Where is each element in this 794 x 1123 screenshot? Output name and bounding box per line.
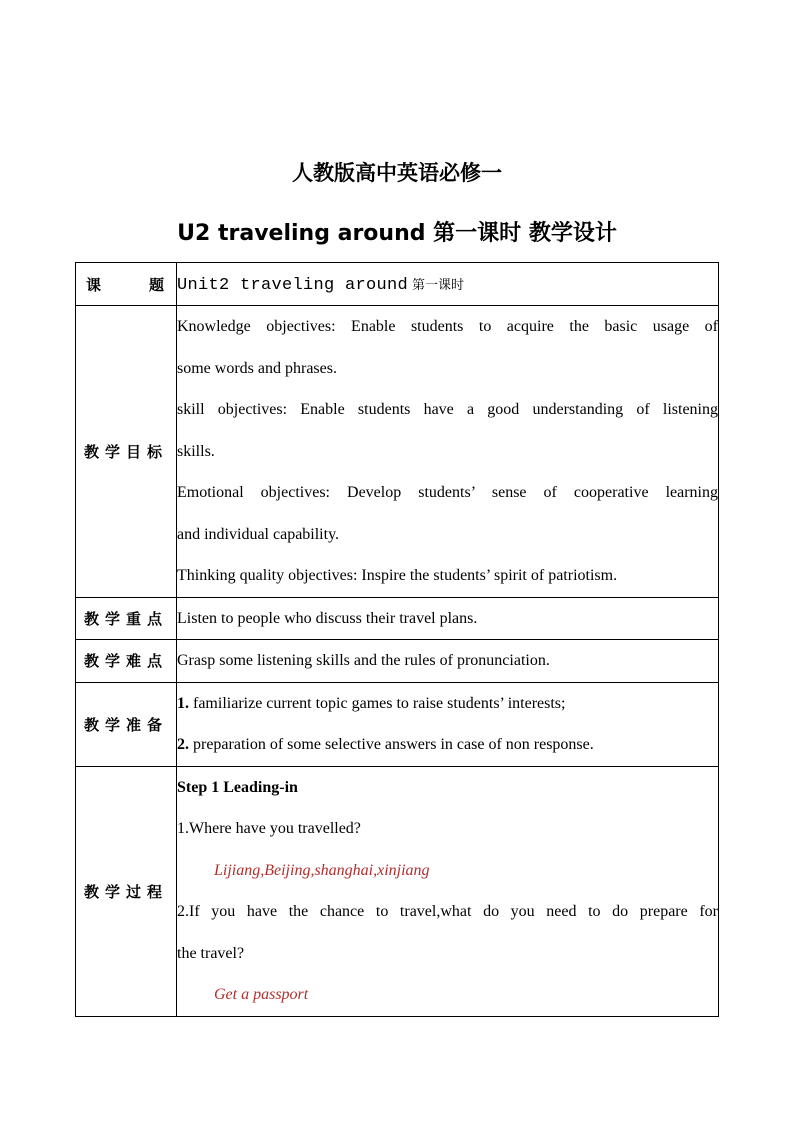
topic-value-cn: 第一课时 — [412, 277, 465, 293]
difficulties-text: Grasp some listening skills and the rules of pronunciation. — [177, 652, 550, 669]
row-key-points — [76, 597, 719, 640]
objectives-content — [177, 306, 719, 598]
process-question: the travel? — [177, 944, 245, 962]
page-title: 人教版高中英语必修一 — [292, 161, 502, 185]
label-difficulties: 教学难点 — [76, 640, 177, 683]
preparation-item — [177, 724, 718, 766]
label-preparation: 教学准备 — [76, 682, 177, 766]
row-difficulties — [76, 640, 719, 683]
label-topic-left: 课 — [86, 275, 108, 294]
process-step-heading: Step 1 Leading-in — [177, 778, 298, 796]
key-points-content — [177, 597, 719, 640]
objective-line: Knowledge objectives: Enable students to acquire the basic usage of — [177, 318, 718, 335]
label-objectives: 教学目标 — [76, 306, 177, 598]
process-answer: Lijiang,Beijing,shanghai,xinjiang — [214, 861, 430, 879]
objective-line: and individual capability. — [177, 525, 340, 543]
preparation-item-text: preparation of some selective answers in case of non response. — [193, 736, 594, 753]
preparation-item — [177, 683, 718, 725]
preparation-content — [177, 682, 719, 766]
process-question: 1.Where have you travelled? — [177, 820, 361, 837]
preparation-item-number: 1. — [177, 694, 189, 712]
row-preparation — [76, 682, 719, 766]
label-process: 教学过程 — [76, 766, 177, 1016]
row-process — [76, 766, 719, 1016]
topic-value-en: Unit2 traveling around — [177, 275, 409, 295]
lesson-plan-table — [75, 262, 719, 1017]
preparation-item-text: familiarize current topic games to raise students’ interests; — [193, 694, 566, 712]
topic-value — [177, 263, 719, 306]
page-subtitle: U2 traveling around 第一课时 教学设计 — [177, 221, 617, 246]
objective-line: Emotional objectives: Develop students’ sense of cooperative learning — [177, 484, 718, 501]
label-topic — [76, 263, 177, 306]
row-objectives — [76, 306, 719, 598]
objective-line: some words and phrases. — [177, 359, 337, 377]
objective-line: skill objectives: Enable students have a good understanding of listening — [177, 401, 718, 418]
difficulties-content — [177, 640, 719, 683]
row-topic — [76, 263, 719, 306]
process-answer: Get a passport — [214, 986, 309, 1003]
preparation-item-number: 2. — [177, 736, 189, 753]
label-topic-right: 题 — [148, 275, 170, 294]
label-key-points: 教学重点 — [76, 597, 177, 640]
key-points-text: Listen to people who discuss their travel plans. — [177, 609, 478, 627]
process-content — [177, 766, 719, 1016]
process-question: 2.If you have the chance to travel,what do you need to do prepare for — [177, 903, 718, 920]
objective-line: skills. — [177, 442, 215, 460]
objective-line: Thinking quality objectives: Inspire the students’ spirit of patriotism. — [177, 567, 618, 584]
